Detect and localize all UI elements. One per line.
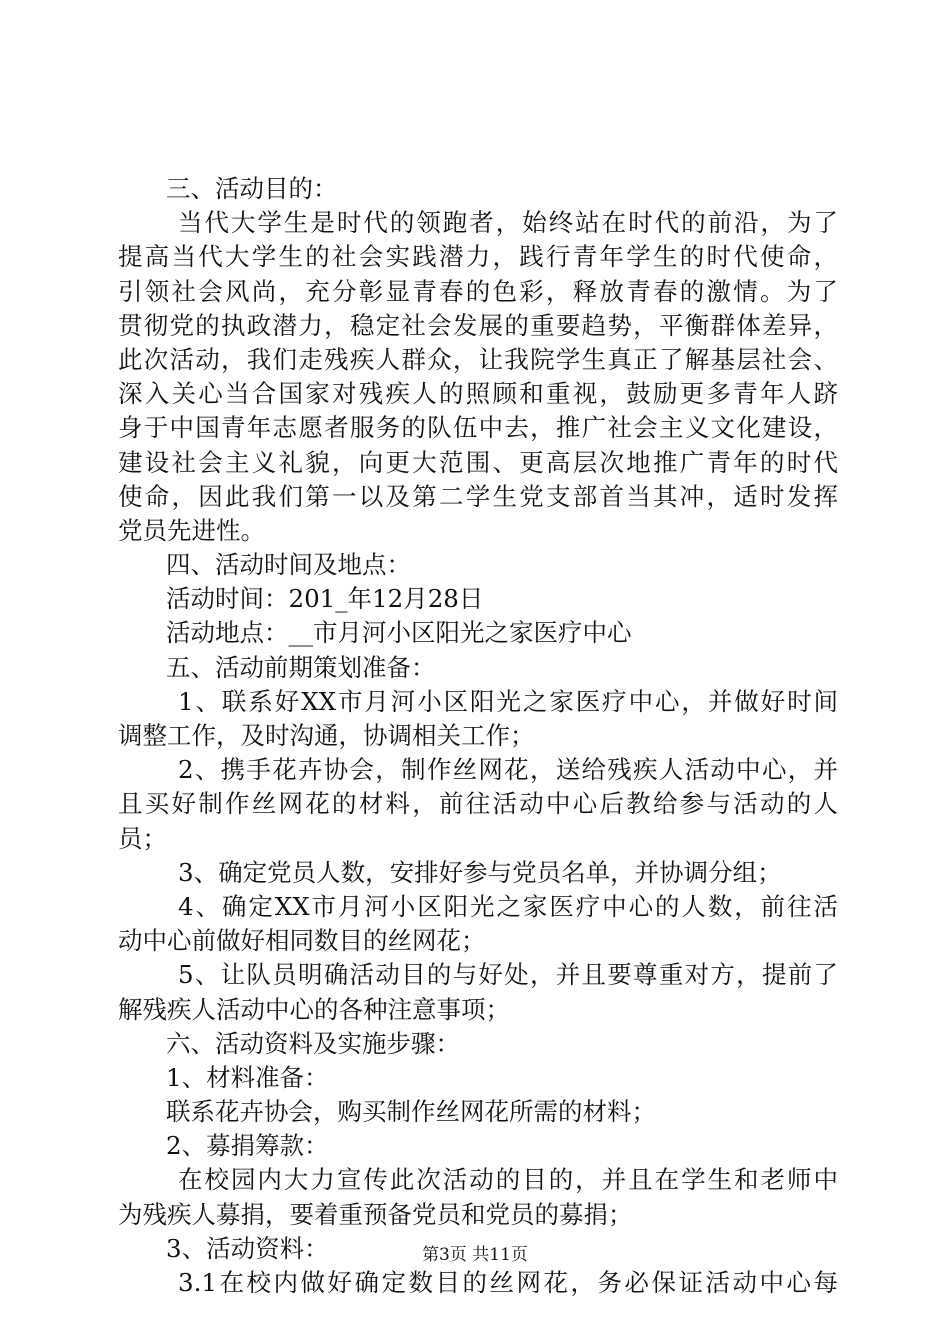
document-body: [118, 172, 838, 1300]
text-line: 为残疾人募捐，要着重预备党员和党员的募捐；: [118, 1199, 633, 1229]
text-line: 2、携手花卉协会，制作丝网花，送给残疾人活动中心，并: [178, 755, 838, 785]
text-line: 调整工作，及时沟通，协调相关工作；: [118, 721, 535, 750]
text-line: 建设社会主义礼貌，向更大范围、更高层次地推广青年的时代: [118, 447, 838, 477]
text-line: 三、活动目的：: [166, 174, 338, 203]
text-line: 四、活动时间及地点：: [166, 550, 411, 580]
text-line: 且买好制作丝网花的材料，前往活动中心后教给参与活动的人: [118, 789, 838, 819]
text-line: 在校园内大力宣传此次活动的目的，并且在学生和老师中: [178, 1165, 838, 1195]
text-line: 深入关心当合国家对残疾人的照顾和重视，鼓励更多青年人跻: [118, 379, 838, 409]
text-line: 解残疾人活动中心的各种注意事项；: [118, 994, 510, 1024]
text-line: 4、确定XX市月河小区阳光之家医疗中心的人数，前往活: [178, 891, 838, 921]
text-line: 提高当代大学生的社会实践潜力，践行青年学生的时代使命，: [118, 242, 838, 272]
text-line: 活动地点：__市月河小区阳光之家医疗中心: [166, 618, 632, 648]
text-line: 六、活动资料及实施步骤：: [166, 1028, 460, 1058]
text-line: 3.1在校内做好确定数目的丝网花，务必保证活动中心每: [178, 1268, 838, 1297]
text-line: 1、联系好XX市月河小区阳光之家医疗中心，并做好时间: [178, 686, 838, 716]
text-line: 党员先进性。: [118, 515, 265, 545]
text-line: 3、活动资料：: [166, 1233, 329, 1263]
text-line: 员；: [118, 823, 167, 853]
text-line: 5、让队员明确活动目的与好处，并且要尊重对方，提前了: [178, 960, 838, 990]
text-line: 使命，因此我们第一以及第二学生党支部首当其冲，适时发挥: [118, 481, 838, 511]
text-line: 五、活动前期策划准备：: [166, 652, 436, 682]
text-line: 3、确定党员人数，安排好参与党员名单，并协调分组；: [178, 857, 782, 887]
text-line: 贯彻党的执政潜力，稳定社会发展的重要趋势，平衡群体差异，: [118, 310, 838, 340]
text-line: 身于中国青年志愿者服务的队伍中去，推广社会主义文化建设，: [118, 413, 838, 443]
text-line: 当代大学生是时代的领跑者，始终站在时代的前沿，为了: [178, 208, 838, 238]
text-line: 此次活动，我们走残疾人群众，让我院学生真正了解基层社会、: [118, 344, 838, 374]
text-line: 引领社会风尚，充分彰显青春的色彩，释放青春的激情。为了: [118, 276, 838, 306]
text-line: 动中心前做好相同数目的丝网花；: [118, 926, 486, 956]
page-footer: 第3页 共11页: [422, 1245, 528, 1265]
text-line: 1、材料准备：: [166, 1062, 329, 1092]
text-line: 2、募捐筹款：: [166, 1131, 329, 1161]
text-line: 联系花卉协会，购买制作丝网花所需的材料；: [166, 1097, 656, 1127]
text-line: 活动时间：201_年12月28日: [166, 584, 484, 614]
